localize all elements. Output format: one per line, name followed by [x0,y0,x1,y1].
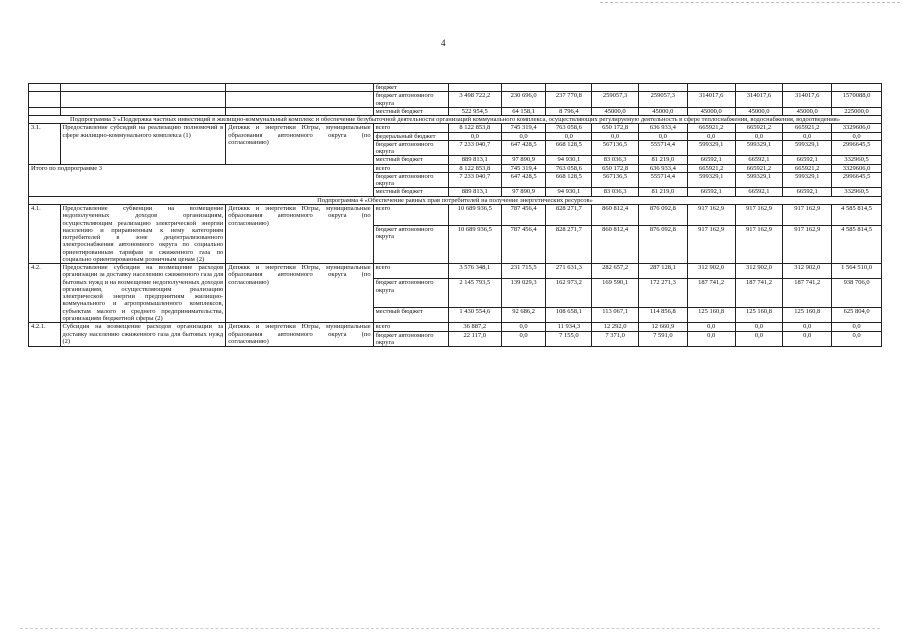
value-cell: 125 160,8 [783,307,832,322]
item-executor: Депжкк и энергетики Югры, муниципальные образования автономного округа (по согласованию) [226,124,373,164]
item-executor: Депжкк и энергетики Югры, муниципальные образования автономного округа (по согласованию) [226,323,373,347]
value-cell: 636 933,4 [638,164,687,172]
table-row [29,323,882,331]
item-name: Предоставление субвенции на возмещение недополученных доходов организациям, осуществляющим реализацию электрической энергии населению и приравненным к нему категориям потребителей в зоне децентрализованного электроснабжения автономного округа по социально ориентированным тарифам и сжиженного газа по социально ориентированным розничным ценам (2) [60,204,226,263]
value-cell: 45000,0 [638,107,687,115]
subprogram-header-row [29,196,882,204]
empty-cell [29,84,61,92]
value-cell: 187 741,2 [687,279,735,308]
value-cell: 665921,2 [687,124,735,132]
value-cell: 4 585 814,5 [832,225,882,264]
value-cell: 3329606,0 [832,164,882,172]
value-cell: 599329,1 [687,172,735,188]
item-name: Субсидия на возмещение расходов организации за доставку населению сжиженного газа для бытовых нужд (2) [60,323,226,347]
value-cell: 599329,1 [783,172,832,188]
table-row [29,164,882,172]
value-cell: 876 092,8 [638,225,687,264]
value-cell: 647 428,5 [501,172,546,188]
item-number: 4.1. [29,204,61,263]
value-cell [592,84,639,92]
value-cell: 312 902,0 [735,264,783,279]
value-cell: 108 658,1 [546,307,592,322]
value-cell: 938 706,0 [832,279,882,308]
value-cell: 237 770,8 [546,92,592,108]
value-cell: 114 856,8 [638,307,687,322]
value-cell: 22 117,0 [448,331,501,347]
value-cell: 94 930,1 [546,156,592,164]
value-cell: 0,0 [687,132,735,140]
table-row [29,84,882,92]
value-cell: 1570088,0 [832,92,882,108]
value-cell: 650 172,8 [592,124,639,132]
item-number: 4.2.1. [29,323,61,347]
value-cell [638,84,687,92]
value-cell: 555714,4 [638,140,687,156]
value-cell: 0,0 [501,132,546,140]
value-cell: 45000,0 [735,107,783,115]
source-cell: бюджет автономного округа [373,140,448,156]
value-cell: 125 160,8 [735,307,783,322]
value-cell: 876 092,8 [638,204,687,225]
value-cell: 7 233 040,7 [448,140,501,156]
value-cell: 66592,1 [783,188,832,196]
source-cell: всего [373,204,448,225]
value-cell: 172 271,3 [638,279,687,308]
page-number: 4 [441,38,446,48]
value-cell: 83 036,3 [592,156,639,164]
value-cell: 668 128,5 [546,140,592,156]
value-cell: 332960,5 [832,156,882,164]
value-cell: 0,0 [735,331,783,347]
table-row [29,204,882,225]
value-cell: 45000,0 [783,107,832,115]
value-cell: 665921,2 [687,164,735,172]
scan-edge-line-bottom [20,628,880,629]
value-cell: 0,0 [592,132,639,140]
value-cell: 45000,0 [592,107,639,115]
value-cell: 66592,1 [735,156,783,164]
value-cell: 8 796,4 [546,107,592,115]
value-cell: 10 689 936,5 [448,225,501,264]
source-cell: всего [373,124,448,132]
value-cell: 83 036,3 [592,188,639,196]
value-cell: 599329,1 [687,140,735,156]
source-cell: бюджет автономного округа [373,92,448,108]
value-cell: 0,0 [546,132,592,140]
value-cell [501,84,546,92]
value-cell: 1 430 554,6 [448,307,501,322]
value-cell: 7 233 040,7 [448,172,501,188]
value-cell: 187 741,2 [783,279,832,308]
value-cell [546,84,592,92]
value-cell: 45000,0 [687,107,735,115]
value-cell: 12 292,0 [592,323,639,331]
value-cell: 287 128,1 [638,264,687,279]
source-cell: бюджет автономного округа [373,225,448,264]
value-cell: 230 696,0 [501,92,546,108]
value-cell [832,84,882,92]
source-cell: местный бюджет [373,107,448,115]
value-cell: 665921,2 [735,164,783,172]
subprogram-header: Подпрограмма 4 «Обеспечение равных прав потребителей на получение энергетических ресурсов» [29,196,882,204]
value-cell: 0,0 [638,132,687,140]
value-cell: 0,0 [687,323,735,331]
value-cell: 81 219,0 [638,188,687,196]
value-cell: 3 498 722,2 [448,92,501,108]
value-cell: 665921,2 [783,124,832,132]
item-executor: Депжкк и энергетики Югры, муниципальные образования автономного округа (по согласованию) [226,204,373,263]
value-cell: 81 219,0 [638,156,687,164]
value-cell: 66592,1 [687,188,735,196]
value-cell: 665921,2 [735,124,783,132]
value-cell [687,84,735,92]
value-cell: 314017,6 [735,92,783,108]
value-cell: 8 122 853,8 [448,164,501,172]
value-cell: 636 933,4 [638,124,687,132]
value-cell: 11 934,3 [546,323,592,331]
value-cell: 650 172,8 [592,164,639,172]
value-cell: 66592,1 [687,156,735,164]
source-cell: бюджет автономного округа [373,331,448,347]
value-cell: 4 585 814,5 [832,204,882,225]
value-cell: 745 319,4 [501,124,546,132]
value-cell: 139 029,3 [501,279,546,308]
value-cell: 0,0 [783,331,832,347]
value-cell: 2 145 793,5 [448,279,501,308]
value-cell [448,84,501,92]
value-cell: 745 319,4 [501,164,546,172]
source-cell: местный бюджет [373,307,448,322]
value-cell: 0,0 [501,323,546,331]
value-cell: 567136,5 [592,172,639,188]
value-cell: 917 162,9 [735,204,783,225]
table-row [29,107,882,115]
total-label: Итого по подпрограмме 3 [29,164,374,196]
value-cell: 231 715,5 [501,264,546,279]
value-cell: 271 631,3 [546,264,592,279]
value-cell: 2996645,5 [832,172,882,188]
value-cell: 0,0 [687,331,735,347]
value-cell: 763 058,6 [546,164,592,172]
subprogram-header-row [29,116,882,124]
value-cell: 312 902,0 [783,264,832,279]
value-cell: 314017,6 [783,92,832,108]
value-cell: 860 812,4 [592,225,639,264]
value-cell: 92 686,2 [501,307,546,322]
value-cell: 0,0 [783,132,832,140]
value-cell: 889 813,1 [448,188,501,196]
value-cell: 917 162,9 [783,225,832,264]
value-cell: 8 122 853,8 [448,124,501,132]
item-number: 4.2. [29,264,61,323]
empty-cell [226,84,373,92]
source-cell: бюджет автономного округа [373,172,448,188]
value-cell: 259057,3 [638,92,687,108]
value-cell: 828 271,7 [546,204,592,225]
budget-table [28,83,882,347]
value-cell: 64 158,1 [501,107,546,115]
value-cell: 169 590,1 [592,279,639,308]
value-cell: 282 657,2 [592,264,639,279]
value-cell: 12 660,9 [638,323,687,331]
value-cell: 889 813,1 [448,156,501,164]
empty-cell [226,107,373,115]
value-cell: 917 162,9 [687,204,735,225]
value-cell: 113 067,1 [592,307,639,322]
value-cell: 763 058,6 [546,124,592,132]
value-cell: 599329,1 [783,140,832,156]
empty-cell [29,92,61,108]
value-cell: 3329606,0 [832,124,882,132]
value-cell: 332960,5 [832,188,882,196]
value-cell: 0,0 [783,323,832,331]
value-cell: 314017,6 [687,92,735,108]
value-cell: 917 162,9 [783,204,832,225]
value-cell: 2996645,5 [832,140,882,156]
value-cell: 860 812,4 [592,204,639,225]
source-cell: местный бюджет [373,156,448,164]
source-cell: бюджет автономного округа [373,279,448,308]
value-cell: 7 591,0 [638,331,687,347]
subprogram-header: Подпрограмма 3 «Поддержка частных инвестиций в жилищно-коммунальный комплекс и обеспечение безубыточной деятельности организаций коммунального комплекса, осуществляющих регулируемую деятельность в сфере теплоснабжения, водоснабжения, водоотведения» [29,116,882,124]
item-executor: Депжкк и энергетики Югры, муниципальные образования автономного округа (по согласованию) [226,264,373,323]
value-cell: 312 902,0 [687,264,735,279]
value-cell: 0,0 [735,323,783,331]
value-cell: 567136,5 [592,140,639,156]
value-cell [783,84,832,92]
value-cell: 97 890,9 [501,156,546,164]
value-cell: 162 973,2 [546,279,592,308]
value-cell: 0,0 [832,132,882,140]
item-name: Предоставление субсидии на возмещение расходов организации за доставку населению сжиженного газа для бытовых нужд и на возмещение недополученных доходов организациям, осуществляющим реализацию электрической энергии предприятиям жилищно-коммунального и агропромышленного комплексов, субъектам малого и среднего предпринимательства, организациям бюджетной сферы (2) [60,264,226,323]
table-row [29,92,882,108]
value-cell: 599329,1 [735,172,783,188]
source-cell: бюджет [373,84,448,92]
value-cell: 625 804,0 [832,307,882,322]
value-cell: 36 887,2 [448,323,501,331]
source-cell: местный бюджет [373,188,448,196]
empty-cell [60,107,226,115]
value-cell: 0,0 [832,323,882,331]
value-cell: 668 128,5 [546,172,592,188]
value-cell: 66592,1 [783,156,832,164]
value-cell: 1 564 510,0 [832,264,882,279]
value-cell: 0,0 [448,132,501,140]
source-cell: всего [373,323,448,331]
value-cell: 599329,1 [735,140,783,156]
value-cell: 787 456,4 [501,204,546,225]
value-cell: 0,0 [832,331,882,347]
value-cell: 97 890,9 [501,188,546,196]
empty-cell [60,92,226,108]
value-cell: 225000,0 [832,107,882,115]
value-cell: 125 160,8 [687,307,735,322]
value-cell: 187 741,2 [735,279,783,308]
value-cell: 0,0 [501,331,546,347]
value-cell [735,84,783,92]
item-name: Предоставление субсидий на реализацию полномочий в сфере жилищно-коммунального комплекса (1) [60,124,226,164]
value-cell: 647 428,5 [501,140,546,156]
value-cell: 259057,3 [592,92,639,108]
empty-cell [29,107,61,115]
source-cell: всего [373,264,448,279]
empty-cell [226,92,373,108]
value-cell: 555714,4 [638,172,687,188]
item-number: 3.1. [29,124,61,164]
table-row [29,264,882,279]
value-cell: 66592,1 [735,188,783,196]
value-cell: 665921,2 [783,164,832,172]
value-cell: 828 271,7 [546,225,592,264]
value-cell: 7 371,0 [592,331,639,347]
value-cell: 7 155,0 [546,331,592,347]
value-cell: 787 456,4 [501,225,546,264]
value-cell: 522 954,5 [448,107,501,115]
value-cell: 917 162,9 [687,225,735,264]
table-row [29,124,882,132]
source-cell: всего [373,164,448,172]
source-cell: федеральный бюджет [373,132,448,140]
empty-cell [60,84,226,92]
value-cell: 94 930,1 [546,188,592,196]
value-cell: 10 689 936,5 [448,204,501,225]
value-cell: 917 162,9 [735,225,783,264]
scan-edge-line [600,2,900,3]
value-cell: 3 576 348,1 [448,264,501,279]
value-cell: 0,0 [735,132,783,140]
